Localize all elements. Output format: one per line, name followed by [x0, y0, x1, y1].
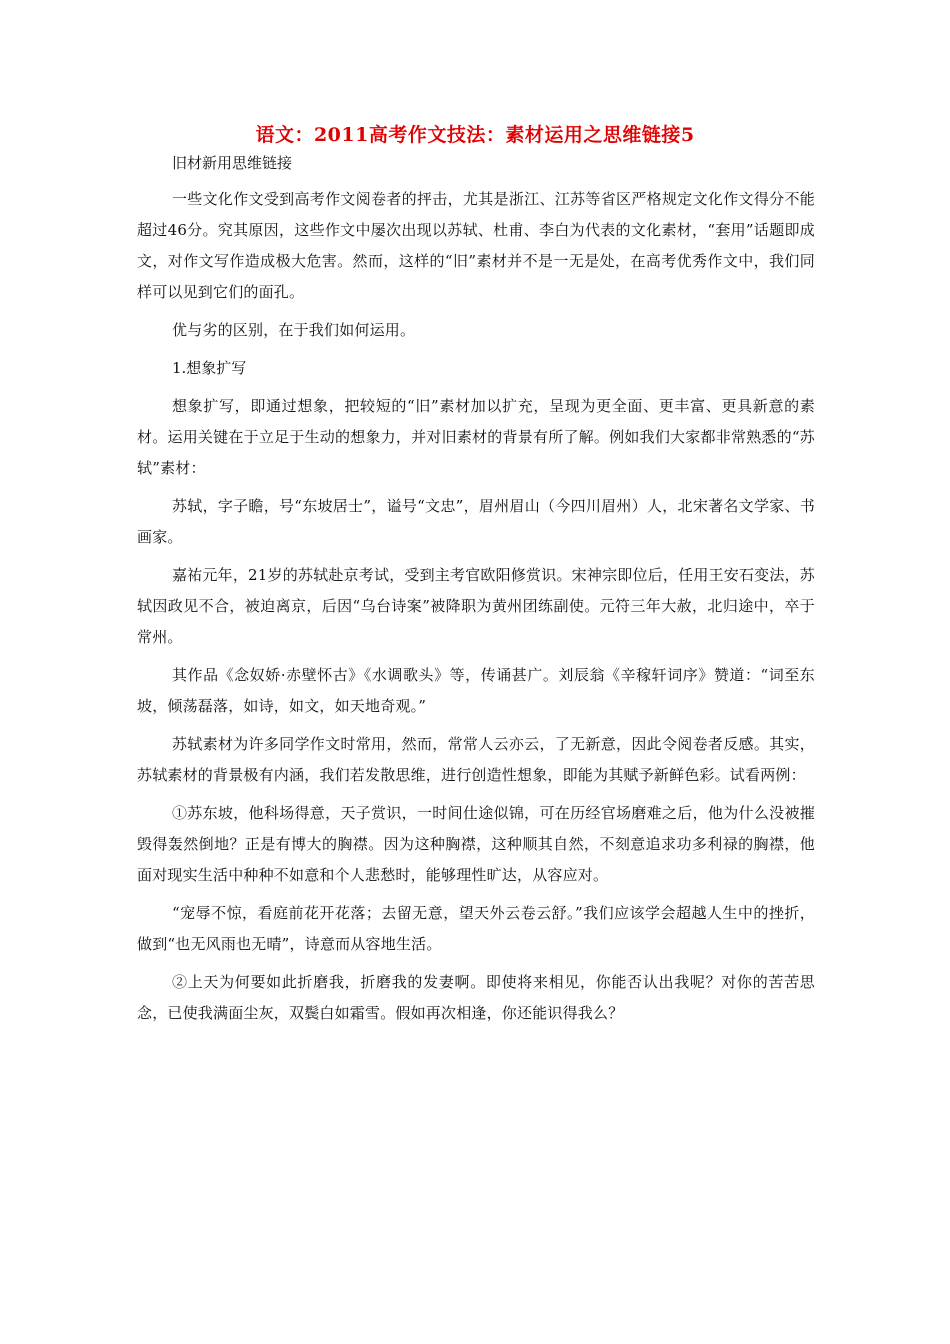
- paragraph: 想象扩写，即通过想象，把较短的“旧”素材加以扩充，呈现为更全面、更丰富、更具新意的素材。运用关键在于立足于生动的想象力，并对旧素材的背景有所了解。例如我们大家都非常熟悉的“苏轼”素材：: [137, 397, 815, 477]
- document-subtitle: 旧材新用思维链接: [172, 154, 293, 172]
- paragraph: 苏轼素材为许多同学作文时常用，然而，常常人云亦云，了无新意，因此令阅卷者反感。其实，苏轼素材的背景极有内涵，我们若发散思维，进行创造性想象，即能为其赋予新鲜色彩。试看两例：: [137, 735, 815, 784]
- paragraph: ②上天为何要如此折磨我，折磨我的发妻啊。即使将来相见，你能否认出我呢？对你的苦苦思念，已使我满面尘灰，双鬓白如霜雪。假如再次相逢，你还能识得我么？: [137, 973, 815, 1022]
- document-title: 语文：2011高考作文技法：素材运用之思维链接5: [255, 124, 695, 146]
- paragraph: 优与劣的区别，在于我们如何运用。: [172, 321, 416, 339]
- paragraph: 一些文化作文受到高考作文阅卷者的抨击，尤其是浙江、江苏等省区严格规定文化作文得分不能超过46分。究其原因，这些作文中屡次出现以苏轼、杜甫、李白为代表的文化素材，“套用”话题即成文，对作文写作造成极大危害。然而，这样的“旧”素材并不是一无是处，在高考优秀作文中，我们同样可以见到它们的面孔。: [137, 190, 815, 301]
- paragraph: 其作品《念奴娇·赤壁怀古》《水调歌头》等，传诵甚广。刘辰翁《辛稼轩词序》赞道：“词至东坡，倾荡磊落，如诗，如文，如天地奇观。”: [137, 666, 815, 715]
- document-body: [137, 184, 815, 1036]
- paragraph: ①苏东坡，他科场得意，天子赏识，一时间仕途似锦，可在历经官场磨难之后，他为什么没被摧毁得轰然倒地？正是有博大的胸襟。因为这种胸襟，这种顺其自然，不刻意追求功多利禄的胸襟，他面对现实生活中种种不如意和个人悲愁时，能够理性旷达，从容应对。: [137, 804, 815, 884]
- paragraph: 嘉祐元年，21岁的苏轼赴京考试，受到主考官欧阳修赏识。宋神宗即位后，任用王安石变法，苏轼因政见不合，被迫离京，后因“乌台诗案”被降职为黄州团练副使。元符三年大赦，北归途中，卒于常州。: [137, 566, 815, 646]
- section-heading: 1.想象扩写: [172, 359, 247, 377]
- paragraph: “宠辱不惊，看庭前花开花落；去留无意，望天外云卷云舒。”我们应该学会超越人生中的挫折，做到“也无风雨也无晴”，诗意而从容地生活。: [137, 904, 815, 953]
- paragraph: 苏轼，字子瞻，号“东坡居士”，谥号“文忠”，眉州眉山（今四川眉州）人，北宋著名文学家、书画家。: [137, 497, 815, 546]
